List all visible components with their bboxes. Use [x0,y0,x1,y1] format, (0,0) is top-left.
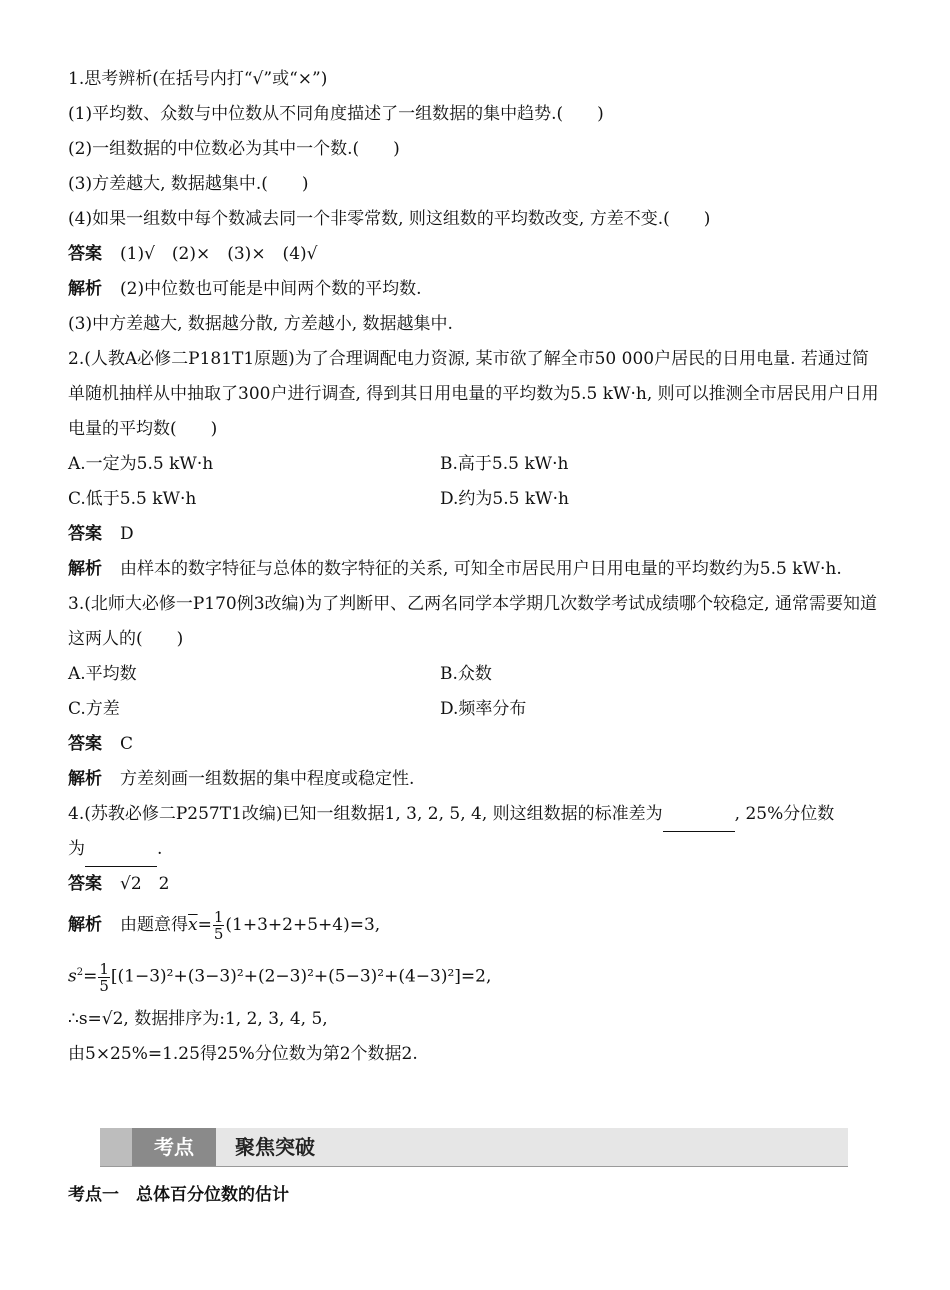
q2-option-d: D.约为5.5 kW·h [440,489,569,509]
q2-option-c: C.低于5.5 kW·h [68,489,197,509]
q3-option-a: A.平均数 [68,664,137,684]
q3-option-b: B.众数 [440,664,492,684]
document-body [68,62,883,1072]
q1-answer: 答案 (1)√ (2)× (3)× (4)√ [68,244,318,264]
q3-answer: 答案 C [68,734,134,754]
q4-analysis-2: $s^2=$ $\frac{1}{5}$ [(1−3)²+(3−3)²+(2−3)²+(5−3)²+(4−3)²]=2, [68,959,492,995]
q1-item-2: (2)一组数据的中位数必为其中一个数.( ) [68,139,400,159]
q2-analysis: 解析 由样本的数字特征与总体的数字特征的关系, 可知全市居民用户日用电量的平均数约为5.5 kW·h. [68,559,842,579]
fraction: $\frac{1}{5}$ [99,959,109,995]
q4-analysis-3: ∴s=√2, 数据排序为:1, 2, 3, 4, 5, [68,1008,328,1029]
answer-blank-1 [663,813,735,832]
q2-option-b: B.高于5.5 kW·h [440,454,569,474]
q2-answer: 答案 D [68,524,134,544]
q4-analysis-4: 由5×25%=1.25得25%分位数为第2个数据2. [68,1043,418,1064]
q3-stem: 3.(北师大必修一P170例3改编)为了判断甲、乙两名同学本学期几次数学考试成绩哪个较稳定, 通常需要知道这两人的( ) [68,594,877,649]
q1-item-1: (1)平均数、众数与中位数从不同角度描述了一组数据的集中趋势.( ) [68,104,604,124]
q4-answer: 答案 √2 2 [68,874,170,894]
q2-stem: 2.(人教A必修二P181T1原题)为了合理调配电力资源, 某市欲了解全市50 000户居民的日用电量. 若通过简单随机抽样从中抽取了300户进行调查, 得到其日用电量的平均数为5.5 kW·h, 则可以推测全市居民用户日用电量的平均数( ) [68,349,879,439]
q2-options-row-2 [68,482,883,517]
q3-options-row-2 [68,692,883,727]
answer-label: 答案 [68,244,102,264]
q1-analysis: 解析 (2)中位数也可能是中间两个数的平均数. [68,279,422,299]
q3-options-row-1 [68,657,883,692]
q4-stem: 4.(苏教必修二P257T1改编)已知一组数据1, 3, 2, 5, 4, 则这组数据的标准差为 , 25%分位数 为 . [68,797,883,867]
fraction: $\frac{1}{5}$ [213,908,224,943]
q1-title: 1.思考辨析(在括号内打“√”或“×”) [68,69,328,89]
q3-option-c: C.方差 [68,699,120,719]
q3-option-d: D.频率分布 [440,699,527,719]
section-stripe [100,1128,132,1166]
q1-analysis-2: (3)中方差越大, 数据越分散, 方差越小, 数据越集中. [68,314,453,334]
q1-item-4: (4)如果一组数中每个数减去同一个非零常数, 则这组数的平均数改变, 方差不变.( ) [68,209,711,229]
q4-analysis-1: 解析 由题意得$\overline{x}=$ $\frac{1}{5}$ (1+3+2+5+4)=3, [68,908,381,943]
section-header [100,1128,848,1167]
q2-option-a: A.一定为5.5 kW·h [68,454,214,474]
section-tag: 考点 [132,1128,216,1166]
q2-options-row-1 [68,447,883,482]
answer-blank-2 [85,848,157,867]
subsection-title: 考点一 总体百分位数的估计 [68,1185,289,1205]
analysis-label: 解析 [68,279,102,299]
q3-analysis: 解析 方差刻画一组数据的集中程度或稳定性. [68,769,415,789]
section-title: 聚焦突破 [235,1135,315,1159]
q1-item-3: (3)方差越大, 数据越集中.( ) [68,174,309,194]
